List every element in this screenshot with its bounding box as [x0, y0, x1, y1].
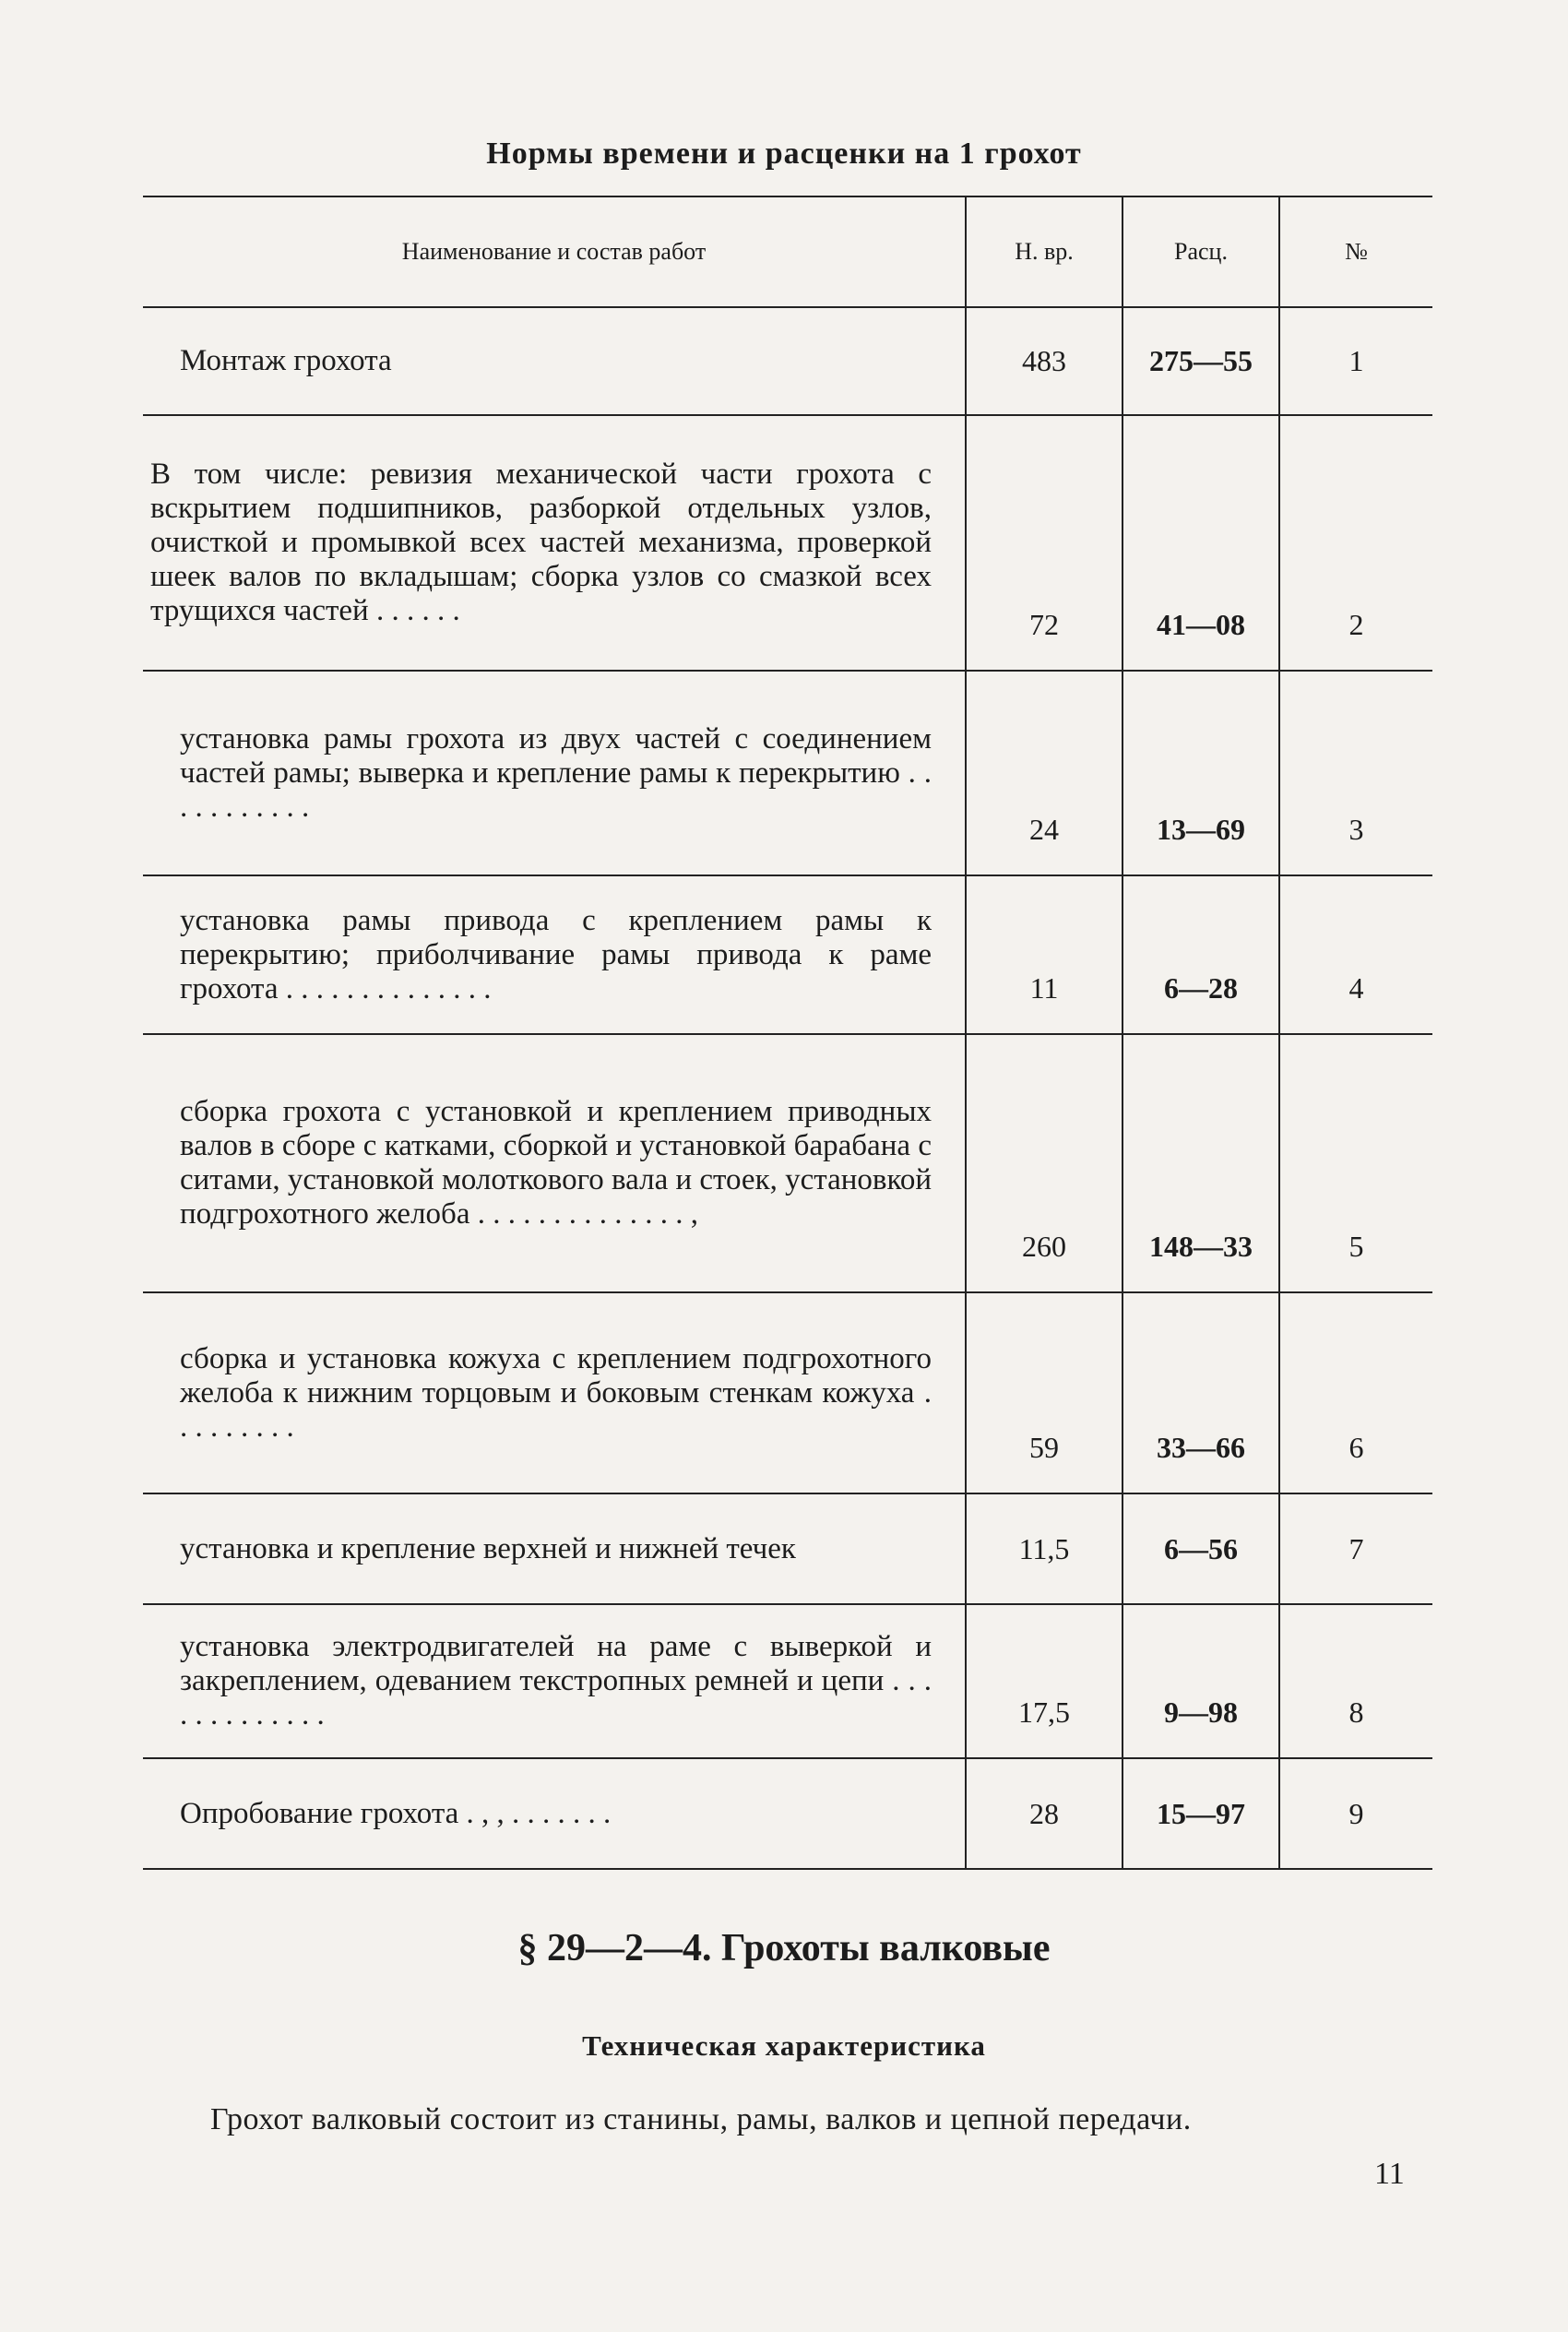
- rate: 13—69: [1123, 671, 1279, 875]
- table-row: [143, 1604, 1432, 1758]
- work-name: установка электродвигателей на раме с выверкой и закреплением, одеванием текстропных ремней и цепи . . . . . . . . . . . . .: [143, 1604, 966, 1758]
- rate: 275—55: [1123, 307, 1279, 415]
- time-norm: 72: [966, 415, 1123, 671]
- row-number: 1: [1279, 307, 1432, 415]
- table-header-row: [143, 196, 1432, 307]
- row-number: 6: [1279, 1292, 1432, 1493]
- table-row: [143, 1034, 1432, 1292]
- table-title: Нормы времени и расценки на 1 грохот: [486, 137, 1082, 171]
- work-name: Опробование грохота . , , . . . . . . .: [143, 1758, 966, 1869]
- rate: 41—08: [1123, 415, 1279, 671]
- work-name: сборка грохота с установкой и креплением приводных валов в сборе с катками, сборкой и установкой барабана с ситами, установкой молоткового вала и стоек, установкой подгрохотного желоба . . . . . . . . . . . . . . ,: [143, 1034, 966, 1292]
- section-heading: § 29—2—4. Грохоты валковые: [517, 1927, 1051, 1969]
- header-time-norm: Н. вр.: [966, 196, 1123, 307]
- time-norm: 24: [966, 671, 1123, 875]
- rate: 148—33: [1123, 1034, 1279, 1292]
- time-norm: 260: [966, 1034, 1123, 1292]
- work-name: В том числе: ревизия механической части грохота с вскрытием подшипников, разборкой отдельных узлов, очисткой и промывкой всех частей механизма, проверкой шеек валов по вкладышам; сборка узлов со смазкой всех трущихся частей . . . . . .: [143, 415, 966, 671]
- work-name: установка рамы привода с креплением рамы к перекрытию; приболчивание рамы привода к раме грохота . . . . . . . . . . . . . .: [143, 875, 966, 1034]
- header-number: №: [1279, 196, 1432, 307]
- time-norm: 17,5: [966, 1604, 1123, 1758]
- rate: 15—97: [1123, 1758, 1279, 1869]
- subsection-heading: Техническая характеристика: [582, 2029, 986, 2062]
- work-name: Монтаж грохота: [143, 307, 966, 415]
- table-row: [143, 307, 1432, 415]
- header-rate: Расц.: [1123, 196, 1279, 307]
- rate: 33—66: [1123, 1292, 1279, 1493]
- work-name: сборка и установка кожуха с креплением подгрохотного желоба к нижним торцовым и боковым стенкам кожуха . . . . . . . . .: [143, 1292, 966, 1493]
- row-number: 5: [1279, 1034, 1432, 1292]
- row-number: 2: [1279, 415, 1432, 671]
- row-number: 3: [1279, 671, 1432, 875]
- work-name: установка рамы грохота из двух частей с соединением частей рамы; выверка и крепление рамы к перекрытию . . . . . . . . . . .: [143, 671, 966, 875]
- time-norm: 59: [966, 1292, 1123, 1493]
- header-work-name: Наименование и состав работ: [143, 196, 966, 307]
- table-row: [143, 415, 1432, 671]
- rate: 6—56: [1123, 1493, 1279, 1604]
- table-row: [143, 1493, 1432, 1604]
- rate: 9—98: [1123, 1604, 1279, 1758]
- table-row: [143, 1758, 1432, 1869]
- time-norm: 11,5: [966, 1493, 1123, 1604]
- norms-table: [143, 196, 1432, 1870]
- row-number: 7: [1279, 1493, 1432, 1604]
- time-norm: 11: [966, 875, 1123, 1034]
- body-paragraph: Грохот валковый состоит из станины, рамы, валков и цепной передачи.: [210, 2102, 1192, 2136]
- table-row: [143, 875, 1432, 1034]
- row-number: 8: [1279, 1604, 1432, 1758]
- time-norm: 28: [966, 1758, 1123, 1869]
- work-name: установка и крепление верхней и нижней течек: [143, 1493, 966, 1604]
- table-row: [143, 1292, 1432, 1493]
- row-number: 4: [1279, 875, 1432, 1034]
- time-norm: 483: [966, 307, 1123, 415]
- rate: 6—28: [1123, 875, 1279, 1034]
- page-number: 11: [1374, 2157, 1405, 2191]
- row-number: 9: [1279, 1758, 1432, 1869]
- table-row: [143, 671, 1432, 875]
